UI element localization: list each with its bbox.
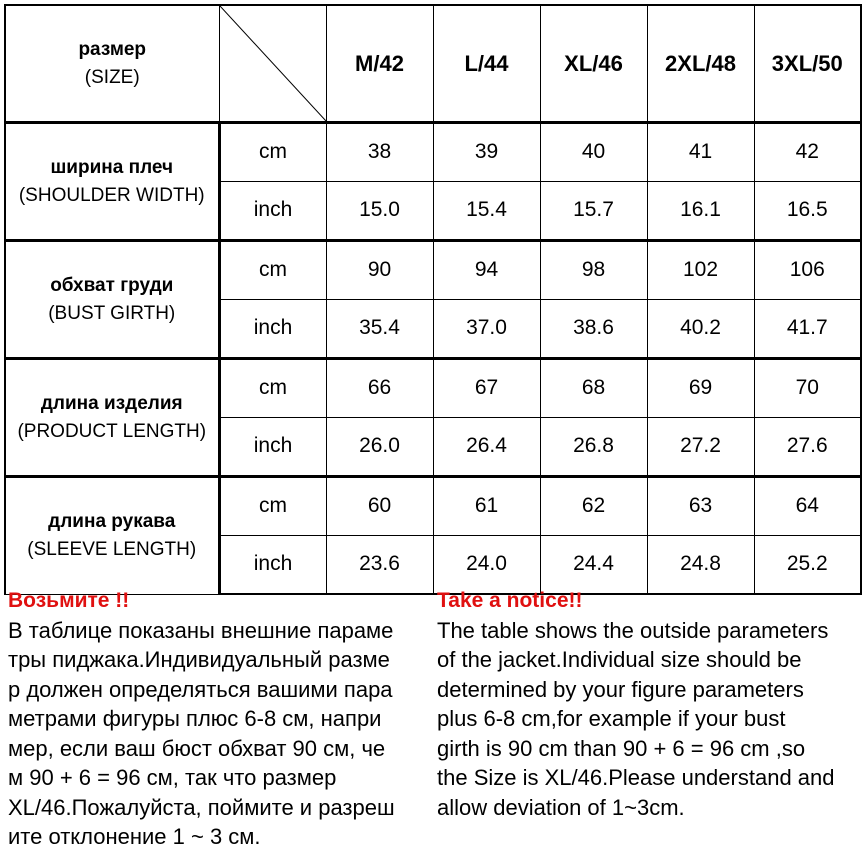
value-cell: 67 [433,359,540,418]
notice-ru-line: мер, если ваш бюст обхват 90 см, че [8,735,386,761]
value-cell: 39 [433,123,540,182]
value-cell: 26.8 [540,418,647,477]
measurement-label-cell [5,123,219,241]
value-cell: 70 [754,359,861,418]
value-cell: 16.1 [647,182,754,241]
value-cell: 63 [647,477,754,536]
measurement-name-ru: длина рукава [48,511,176,532]
value-cell: 15.4 [433,182,540,241]
diagonal-divider-cell [219,5,326,123]
table-row [5,477,861,536]
notice-en-line: plus 6-8 cm,for example if your bust [437,706,786,731]
value-cell: 102 [647,241,754,300]
measurement-name-en: (SLEEVE LENGTH) [27,538,197,560]
value-cell: 61 [433,477,540,536]
value-cell: 23.6 [326,536,433,595]
value-cell: 60 [326,477,433,536]
value-cell: 90 [326,241,433,300]
notice-ru-line: м 90 + 6 = 96 см, так что размер [8,765,337,790]
size-header-2xl48: 2XL/48 [647,5,754,123]
value-cell: 66 [326,359,433,418]
value-cell: 41.7 [754,300,861,359]
value-cell: 26.0 [326,418,433,477]
value-cell: 40 [540,123,647,182]
value-cell: 26.4 [433,418,540,477]
value-cell: 62 [540,477,647,536]
unit-cell: inch [219,536,326,595]
measurement-name-ru: ширина плеч [50,156,174,178]
value-cell: 38 [326,123,433,182]
unit-cell: cm [219,359,326,418]
value-cell: 38.6 [540,300,647,359]
value-cell: 68 [540,359,647,418]
notice-ru-line: метрами фигуры плюс 6-8 см, напри [8,706,382,731]
size-chart-table [4,4,862,595]
value-cell: 94 [433,241,540,300]
notice-ru-title: Возьмите !! [8,589,130,612]
notice-ru-line: В таблице показаны внешние параме [8,617,394,643]
notice-en-line: The table shows the outside parameters [437,617,829,643]
measurement-label-cell [5,477,219,595]
notice-en-title: Take a notice!! [437,589,583,612]
table-row [5,241,861,300]
unit-cell: cm [219,123,326,182]
size-label-en: (SIZE) [84,66,140,88]
table-row [5,123,861,182]
unit-cell: cm [219,241,326,300]
size-label-ru: размер [78,38,147,60]
value-cell: 24.8 [647,536,754,595]
value-cell: 24.0 [433,536,540,595]
size-header-xl46: XL/46 [540,5,647,123]
notice-ru-line: ите отклонение 1 ~ 3 см. [8,824,261,849]
notice-ru-line: XL/46.Пожалуйста, поймите и разреш [8,794,395,820]
size-header-3xl50: 3XL/50 [754,5,861,123]
size-label-cell [5,5,219,123]
value-cell: 64 [754,477,861,536]
size-header-row [5,5,861,123]
notice-en-line: the Size is XL/46.Please understand and [437,765,835,790]
value-cell: 37.0 [433,300,540,359]
measurement-name-ru: длина изделия [40,392,183,414]
notice-english [437,586,861,822]
value-cell: 27.6 [754,418,861,477]
notice-ru-line: тры пиджака.Индивидуальный разме [8,647,390,672]
value-cell: 16.5 [754,182,861,241]
value-cell: 98 [540,241,647,300]
table-row [5,359,861,418]
value-cell: 41 [647,123,754,182]
notice-en-line: determined by your figure parameters [437,676,804,702]
notice-ru-line: р должен определяться вашими пара [8,676,393,702]
value-cell: 69 [647,359,754,418]
measurement-name-ru: обхват груди [50,274,174,296]
value-cell: 106 [754,241,861,300]
unit-cell: inch [219,300,326,359]
value-cell: 24.4 [540,536,647,595]
value-cell: 27.2 [647,418,754,477]
unit-cell: inch [219,418,326,477]
measurement-name-en: (BUST GIRTH) [48,302,176,324]
diagonal-line [220,6,326,121]
notice-en-line: girth is 90 cm than 90 + 6 = 96 cm ,so [437,735,806,761]
value-cell: 15.0 [326,182,433,241]
measurement-name-en: (SHOULDER WIDTH) [18,184,205,206]
value-cell: 35.4 [326,300,433,359]
value-cell: 42 [754,123,861,182]
measurement-label-cell [5,359,219,477]
value-cell: 40.2 [647,300,754,359]
value-cell: 25.2 [754,536,861,595]
measurement-name-en: (PRODUCT LENGTH) [17,420,207,442]
unit-cell: cm [219,477,326,536]
notice-en-line: of the jacket.Individual size should be [437,647,802,672]
size-header-l44: L/44 [433,5,540,123]
notice-russian [8,586,428,852]
unit-cell: inch [219,182,326,241]
value-cell: 15.7 [540,182,647,241]
notice-en-line: allow deviation of 1~3cm. [437,794,685,820]
size-header-m42: M/42 [326,5,433,123]
measurement-label-cell [5,241,219,359]
